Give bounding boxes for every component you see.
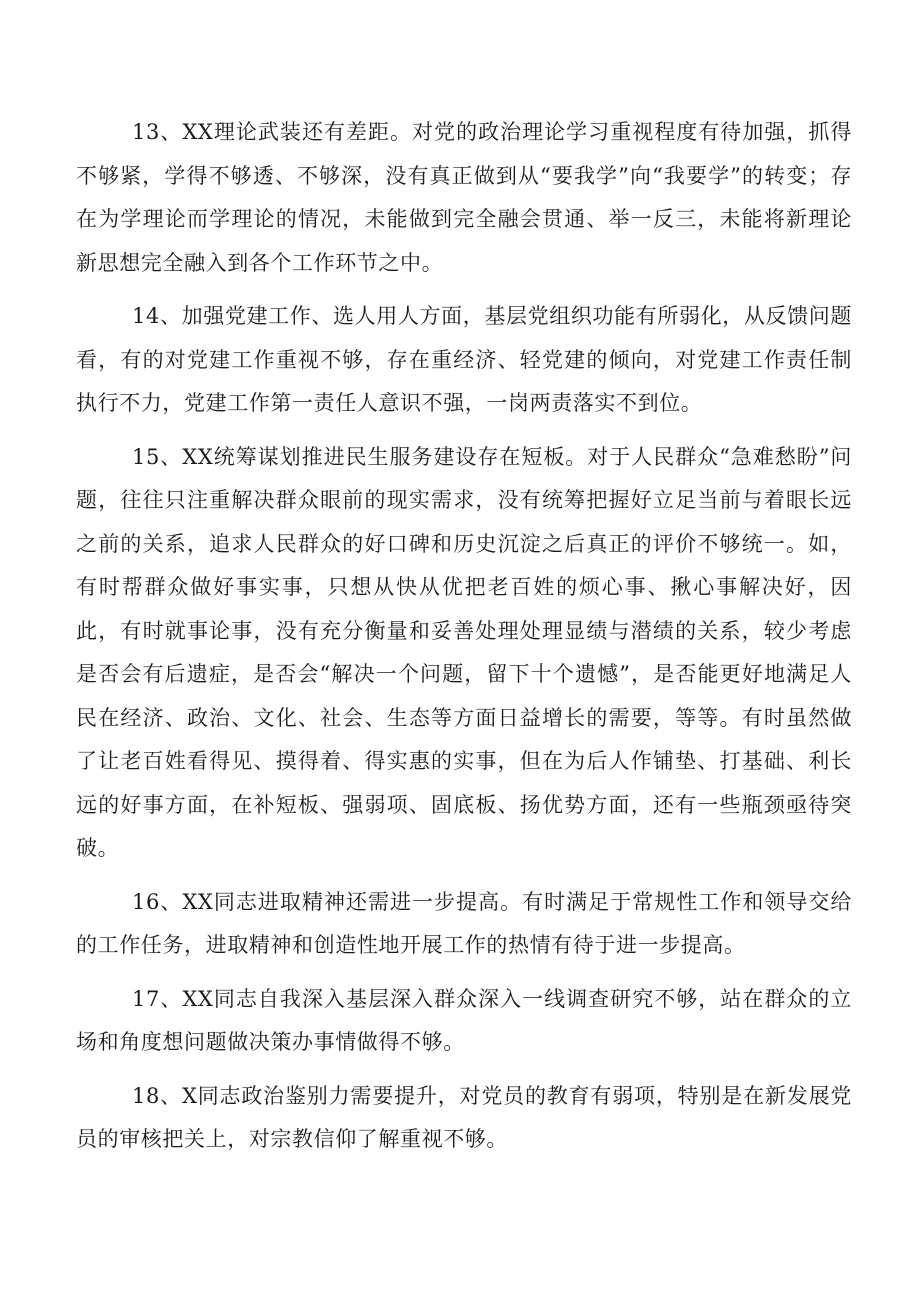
paragraph-17: 17、XX同志自我深入基层深入群众深入一线调查研究不够，站在群众的立场和角度想问题做决策办事情做得不够。 <box>76 986 852 1054</box>
paragraph-15: 15、XX统筹谋划推进民生服务建设存在短板。对于人民群众“急难愁盼”问题，往往只注重解决群众眼前的现实需求，没有统筹把握好立足当前与着眼长远之前的关系，追求人民群众的好口碑和历史沉淀之后真正的评价不够统一。如，有时帮群众做好事实事，只想从快从优把老百姓的烦心事、揪心事解决好，因此，有时就事论事，没有充分衡量和妥善处理处理显绩与潜绩的关系，较少考虑是否会有后遗症，是否会“解决一个问题，留下十个遗憾”，是否能更好地满足人民在经济、政治、文化、社会、生态等方面日益增长的需要，等等。有时虽然做了让老百姓看得见、摸得着、得实惠的实事，但在为后人作铺垫、打基础、利长远的好事方面，在补短板、强弱项、固底板、扬优势方面，还有一些瓶颈亟待突破。 <box>76 444 852 860</box>
paragraph-14: 14、加强党建工作、选人用人方面，基层党组织功能有所弱化，从反馈问题看，有的对党建工作重视不够，存在重经济、轻党建的倾向，对党建工作责任制执行不力，党建工作第一责任人意识不强，一岗两责落实不到位。 <box>76 304 852 415</box>
paragraph-18: 18、X同志政治鉴别力需要提升，对党员的教育有弱项，特别是在新发展党员的审核把关上，对宗教信仰了解重视不够。 <box>76 1083 852 1151</box>
paragraph-16: 16、XX同志进取精神还需进一步提高。有时满足于常规性工作和领导交给的工作任务，进取精神和创造性地开展工作的热情有待于进一步提高。 <box>76 889 852 957</box>
paragraph-13: 13、XX理论武装还有差距。对党的政治理论学习重视程度有待加强，抓得不够紧，学得不够透、不够深，没有真正做到从“要我学”向“我要学”的转变；存在为学理论而学理论的情况，未能做到完全融会贯通、举一反三，未能将新理论新思想完全融入到各个工作环节之中。 <box>76 120 852 275</box>
document-body <box>76 111 852 1172</box>
